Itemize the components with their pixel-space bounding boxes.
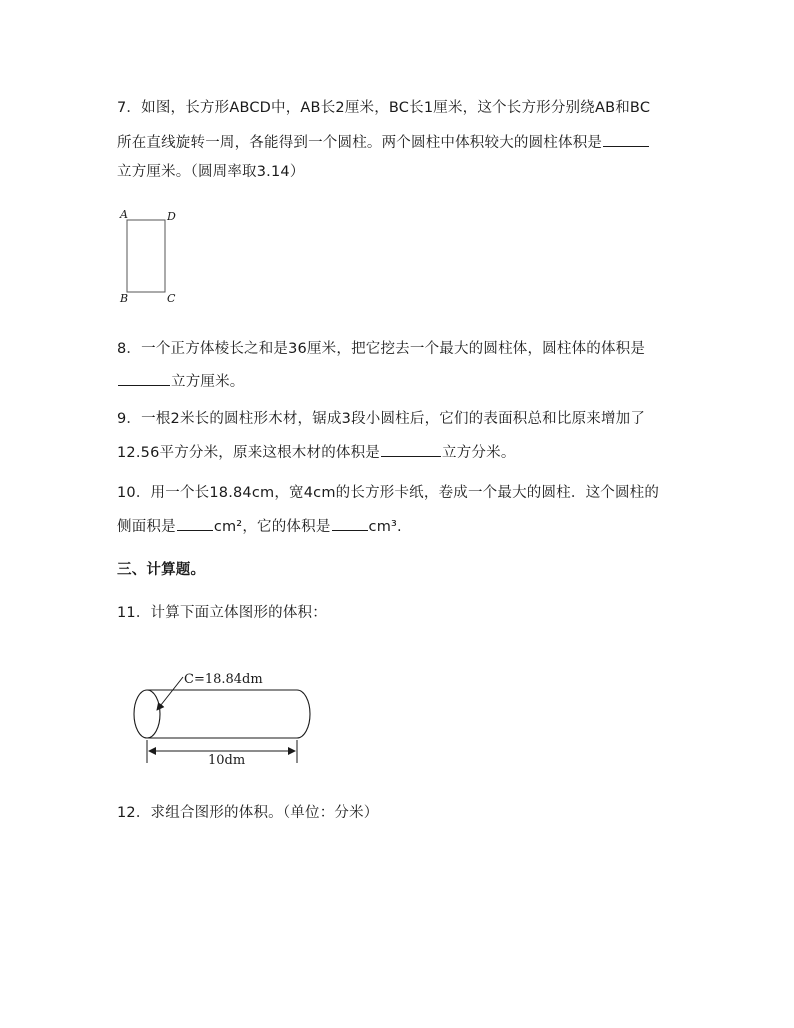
length-label: 10dm bbox=[208, 753, 246, 768]
cylinder-left-face bbox=[134, 690, 160, 738]
q10-line-2a: 侧面积是 bbox=[117, 519, 176, 535]
q11-text: 11．计算下面立体图形的体积： bbox=[117, 605, 327, 621]
q8-line-2-text: 立方厘米。 bbox=[171, 374, 245, 390]
circumference-label: C=18.84dm bbox=[184, 672, 263, 687]
q9-answer-blank[interactable] bbox=[381, 441, 441, 457]
q7-line-3: 立方厘米。（圆周率取3.14） bbox=[117, 164, 305, 180]
q8-line-1: 8．一个正方体棱长之和是36厘米，把它挖去一个最大的圆柱体，圆柱体的体积是 bbox=[117, 341, 646, 357]
cylinder-figure bbox=[125, 665, 325, 770]
circumference-pointer bbox=[157, 677, 183, 710]
q8-answer-blank[interactable] bbox=[118, 370, 170, 386]
q10-volume-blank[interactable] bbox=[332, 515, 368, 531]
rectangle-abcd bbox=[127, 220, 165, 292]
q10-line-2 bbox=[117, 515, 402, 537]
q7-line-2-text: 所在直线旋转一周，各能得到一个圆柱。两个圆柱中体积较大的圆柱体积是 bbox=[117, 135, 603, 151]
rectangle-abcd-figure bbox=[115, 205, 185, 310]
q7-line-1: 7．如图，长方形ABCD中，AB长2厘米，BC长1厘米，这个长方形分别绕AB和BC bbox=[117, 100, 651, 116]
q10-line-1: 10．用一个长18.84cm，宽4cm的长方形卡纸，卷成一个最大的圆柱．这个圆柱的 bbox=[117, 485, 660, 501]
label-a: A bbox=[120, 208, 128, 221]
q8-line-2 bbox=[117, 370, 245, 392]
label-b: B bbox=[120, 292, 129, 305]
q7-line-2 bbox=[117, 131, 650, 153]
q12-text: 12．求组合图形的体积。（单位：分米） bbox=[117, 805, 379, 821]
q10-line-2c: cm³. bbox=[368, 519, 402, 535]
q7-answer-blank[interactable] bbox=[603, 131, 649, 147]
q9-line-2-text: 12.56平方分米，原来这根木材的体积是 bbox=[117, 445, 381, 461]
q10-area-blank[interactable] bbox=[177, 515, 213, 531]
section-3-title: 三、计算题。 bbox=[117, 562, 206, 578]
q9-line-1: 9．一根2米长的圆柱形木材，锯成3段小圆柱后，它们的表面积总和比原来增加了 bbox=[117, 411, 646, 427]
q9-line-2 bbox=[117, 441, 516, 463]
label-d: D bbox=[167, 210, 176, 223]
cylinder-right-arc bbox=[297, 690, 310, 738]
q10-line-2b: cm²，它的体积是 bbox=[213, 519, 331, 535]
label-c: C bbox=[167, 292, 176, 305]
q9-line-2-tail: 立方分米。 bbox=[442, 445, 516, 461]
